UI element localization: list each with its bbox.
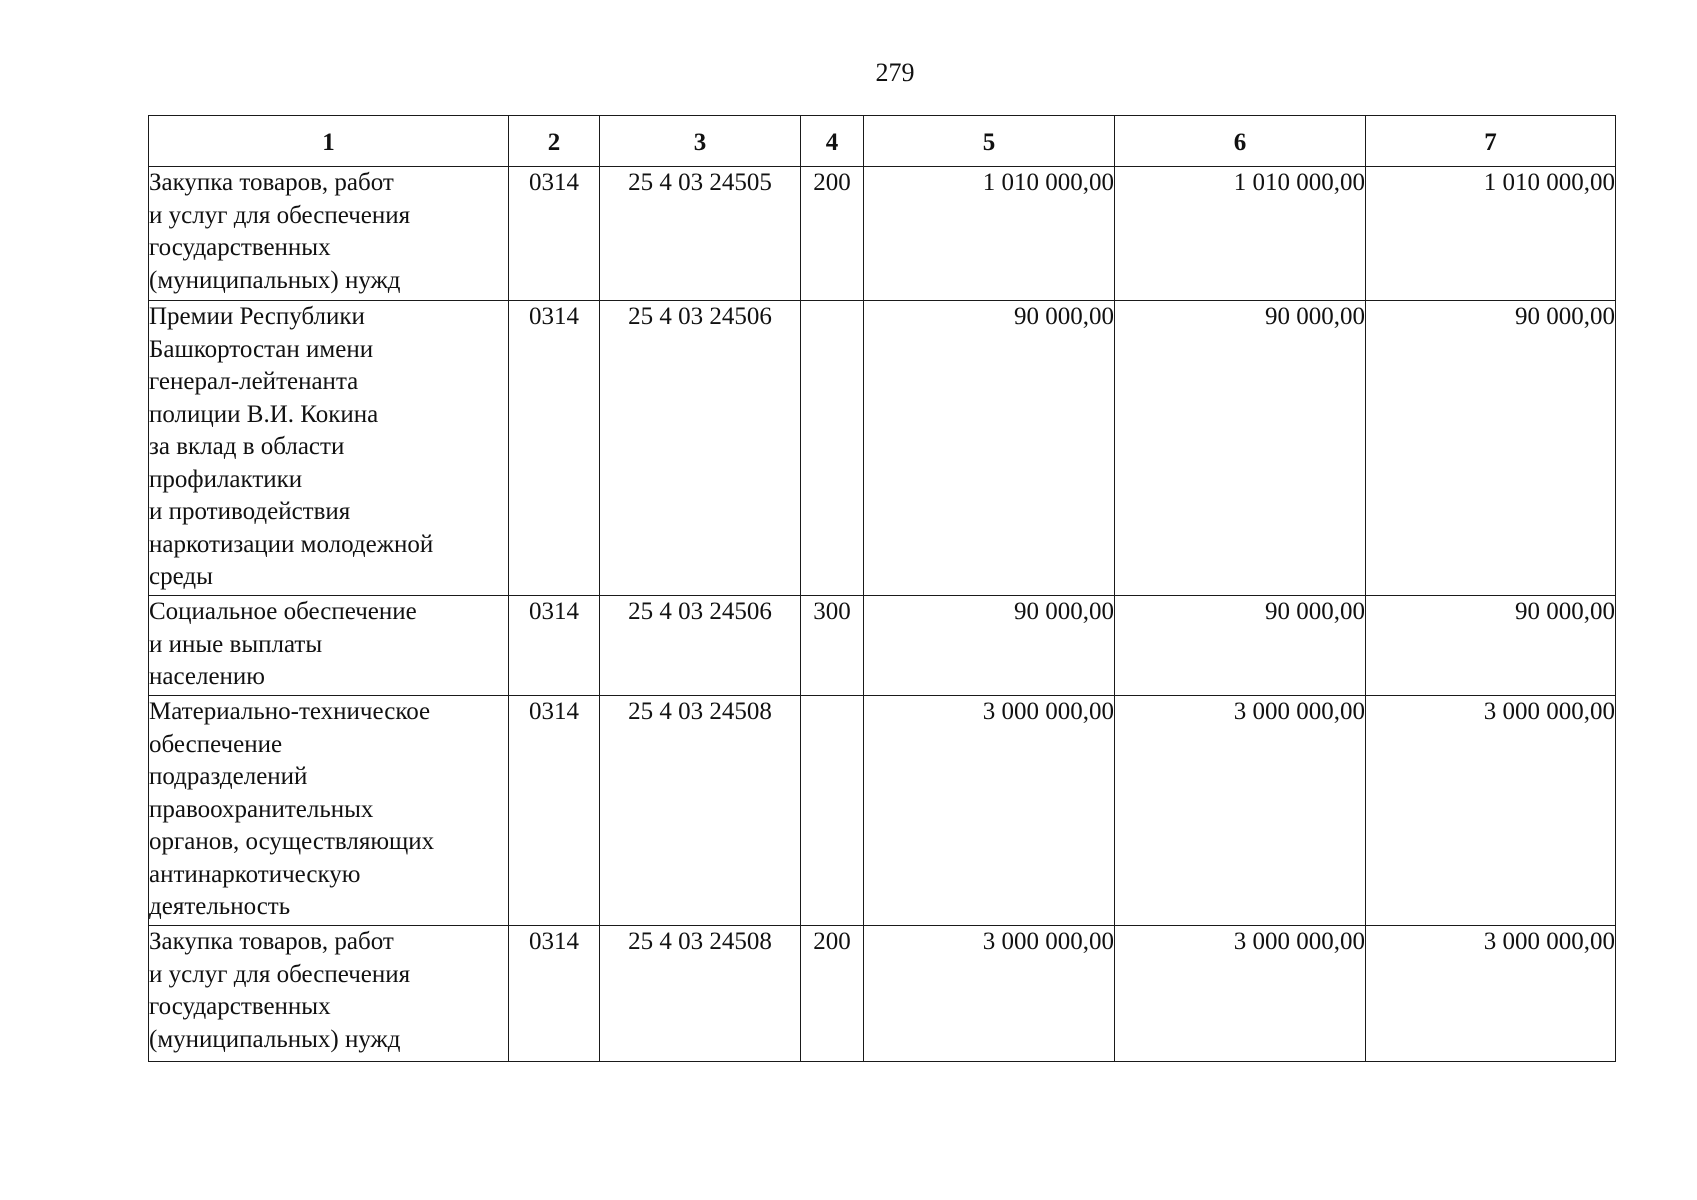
item-name-line: Материально-техническое (149, 698, 431, 725)
expense-type-cell (801, 696, 864, 926)
amount-cell: 3 000 000,00 (864, 926, 1115, 1062)
item-name-line: и противодействия (149, 498, 351, 525)
column-header: 1 (149, 116, 509, 167)
amount-cell: 1 010 000,00 (1366, 167, 1616, 301)
item-name-line: и иные выплаты (149, 630, 323, 658)
item-name-line: обеспечение (149, 730, 283, 758)
column-header: 6 (1115, 116, 1366, 167)
column-header: 5 (864, 116, 1115, 167)
section-cell: 0314 (509, 696, 600, 926)
column-header: 4 (801, 116, 864, 167)
item-name-line: Социальное обеспечение (149, 598, 417, 625)
item-name-cell (149, 301, 509, 596)
amount-cell: 1 010 000,00 (864, 167, 1115, 301)
item-name-line: среды (149, 563, 213, 590)
amount-cell: 3 000 000,00 (1115, 926, 1366, 1062)
item-name-cell (149, 696, 509, 926)
column-header: 2 (509, 116, 600, 167)
section-cell: 0314 (509, 926, 600, 1062)
item-name-line: наркотизации молодежной (149, 530, 434, 558)
section-cell: 0314 (509, 596, 600, 696)
item-name-cell (149, 167, 509, 301)
expense-type-cell: 300 (801, 596, 864, 696)
target-article-cell: 25 4 03 24506 (600, 301, 801, 596)
target-article-cell: 25 4 03 24508 (600, 926, 801, 1062)
target-article-cell: 25 4 03 24506 (600, 596, 801, 696)
item-name-line: Премии Республики (149, 303, 365, 330)
item-name-line: полиции В.И. Кокина (149, 400, 379, 428)
column-header: 7 (1366, 116, 1616, 167)
section-cell: 0314 (509, 167, 600, 301)
header-row (149, 116, 1616, 167)
item-name-line: Закупка товаров, работ (149, 169, 394, 196)
item-name-line: Башкортостан имени (149, 335, 374, 363)
amount-cell: 90 000,00 (1115, 301, 1366, 596)
item-name-line: правоохранительных (149, 795, 374, 823)
expense-type-cell: 200 (801, 926, 864, 1062)
table-row (149, 167, 1616, 301)
amount-cell: 90 000,00 (864, 596, 1115, 696)
column-header: 3 (600, 116, 801, 167)
table-row (149, 301, 1616, 596)
item-name-cell (149, 596, 509, 696)
item-name-line: (муниципальных) нужд (149, 1025, 401, 1053)
item-name-line: и услуг для обеспечения (149, 960, 411, 988)
amount-cell: 3 000 000,00 (864, 696, 1115, 926)
item-name-line: (муниципальных) нужд (149, 266, 401, 294)
item-name-line: генерал-лейтенанта (149, 368, 359, 395)
item-name-line: государственных (149, 993, 331, 1020)
item-name-line: подразделений (149, 763, 308, 790)
amount-cell: 3 000 000,00 (1115, 696, 1366, 926)
amount-cell: 3 000 000,00 (1366, 696, 1616, 926)
table-row (149, 926, 1616, 1062)
item-name-line: органов, осуществляющих (149, 828, 435, 855)
amount-cell: 90 000,00 (1366, 301, 1616, 596)
item-name-line: антинаркотическую (149, 860, 361, 888)
table-row (149, 596, 1616, 696)
expense-type-cell: 200 (801, 167, 864, 301)
amount-cell: 3 000 000,00 (1366, 926, 1616, 1062)
target-article-cell: 25 4 03 24505 (600, 167, 801, 301)
item-name-line: и услуг для обеспечения (149, 201, 411, 229)
item-name-line: государственных (149, 234, 331, 261)
table-row (149, 696, 1616, 926)
page-number: 279 (875, 58, 915, 87)
section-cell: 0314 (509, 301, 600, 596)
item-name-line: деятельность (149, 893, 291, 920)
item-name-line: за вклад в области (149, 433, 345, 460)
amount-cell: 1 010 000,00 (1115, 167, 1366, 301)
item-name-line: профилактики (149, 465, 303, 493)
item-name-line: Закупка товаров, работ (149, 928, 394, 955)
budget-table (148, 115, 1616, 1062)
target-article-cell: 25 4 03 24508 (600, 696, 801, 926)
item-name-line: населению (149, 663, 265, 690)
amount-cell: 90 000,00 (1366, 596, 1616, 696)
expense-type-cell (801, 301, 864, 596)
item-name-cell (149, 926, 509, 1062)
amount-cell: 90 000,00 (864, 301, 1115, 596)
amount-cell: 90 000,00 (1115, 596, 1366, 696)
